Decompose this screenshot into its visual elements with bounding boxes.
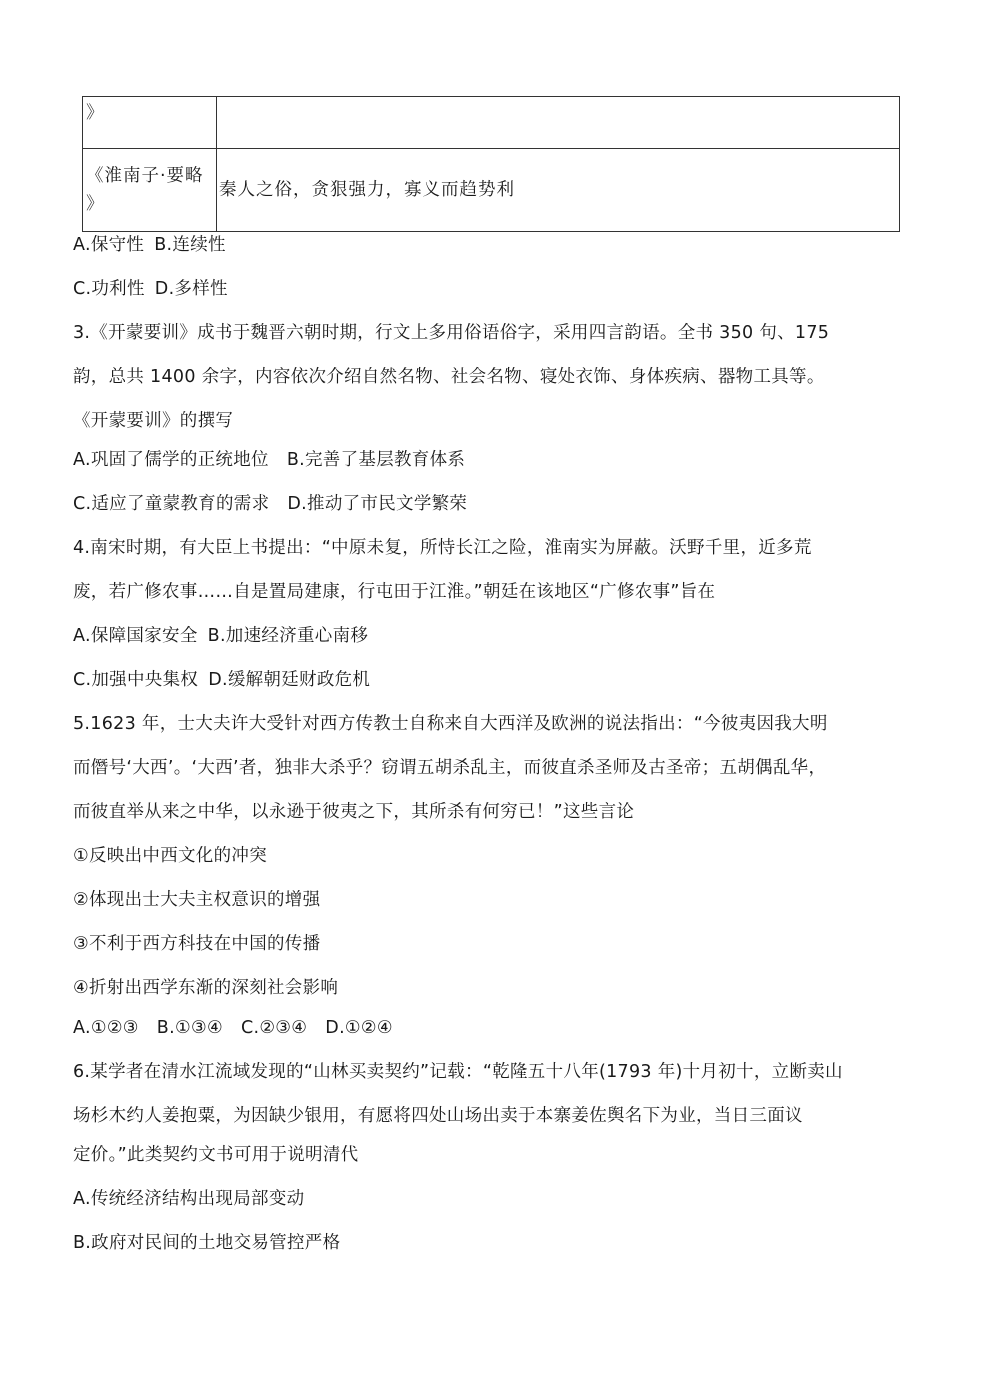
source-table	[82, 96, 900, 232]
q5-statement-2: ②体现出士大夫主权意识的增强	[73, 890, 321, 910]
q3-option-a[interactable]: A.巩固了儒学的正统地位	[73, 450, 269, 470]
q5-option-a[interactable]: A.①②③	[73, 1018, 139, 1038]
q6-stem-line2: 场杉木约人姜抱粟，为因缺少银用，有愿将四处山场出卖于本寨姜佐舆名下为业，当日三面议	[73, 1106, 803, 1126]
q2-option-a[interactable]: A.保守性	[73, 235, 145, 255]
q4-options-ab	[73, 623, 368, 649]
q3-option-d[interactable]: D.推动了市民文学繁荣	[287, 494, 468, 514]
table-cell-quote	[217, 97, 900, 149]
q6-stem-line3: 定价。”此类契约文书可用于说明清代	[73, 1145, 359, 1165]
q2-options-ab	[73, 232, 226, 258]
q4-stem-line2: 废，若广修农事……自是置局建康，行屯田于江淮。”朝廷在该地区“广修农事”旨在	[73, 582, 716, 602]
q4-option-d[interactable]: D.缓解朝廷财政危机	[208, 670, 371, 690]
table-cell-source	[83, 97, 217, 149]
q5-options	[73, 1015, 393, 1041]
q3-stem-line3: 《开蒙要训》的撰写	[73, 411, 234, 431]
q3-stem-line2: 韵，总共 1400 余字，内容依次介绍自然名物、社会名物、寝处衣饰、身体疾病、器物工具等。	[73, 367, 825, 387]
q3-option-b[interactable]: B.完善了基层教育体系	[286, 450, 466, 470]
table-row	[83, 97, 900, 149]
q4-stem-line1: 4.南宋时期，有大臣上书提出：“中原未复，所恃长江之险，淮南实为屏蔽。沃野千里，近多荒	[73, 538, 812, 558]
q2-option-d[interactable]: D.多样性	[154, 279, 228, 299]
q5-statement-1: ①反映出中西文化的冲突	[73, 846, 267, 866]
q5-stem-line3: 而彼直举从来之中华，以永逊于彼夷之下，其所杀有何穷已！”这些言论	[73, 802, 635, 822]
table-row	[83, 149, 900, 232]
q4-options-cd	[73, 667, 370, 693]
table-cell-source	[83, 149, 217, 232]
q3-stem-line1: 3.《开蒙要训》成书于魏晋六朝时期，行文上多用俗语俗字，采用四言韵语。全书 350 句、175	[73, 323, 830, 343]
q6-option-b[interactable]: B.政府对民间的土地交易管控严格	[73, 1233, 341, 1253]
q2-options-cd	[73, 276, 228, 302]
q2-option-b[interactable]: B.连续性	[154, 235, 226, 255]
q3-options-ab	[73, 447, 465, 473]
q4-option-c[interactable]: C.加强中央集权	[73, 670, 199, 690]
source-title: 《淮南子·要略	[86, 166, 204, 186]
q5-statement-3: ③不利于西方科技在中国的传播	[73, 934, 321, 954]
source-title-cont: 》	[86, 194, 105, 214]
q5-option-c[interactable]: C.②③④	[240, 1018, 308, 1038]
source-quote: 秦人之俗，贪狠强力，寡义而趋势利	[219, 180, 515, 200]
q6-stem-line1: 6.某学者在清水江流域发现的“山林买卖契约”记载：“乾隆五十八年(1793 年)十月初十，立断卖山	[73, 1062, 843, 1082]
q5-statement-4: ④折射出西学东渐的深刻社会影响	[73, 978, 339, 998]
q3-options-cd	[73, 491, 467, 517]
q6-option-a[interactable]: A.传统经济结构出现局部变动	[73, 1189, 305, 1209]
q5-option-b[interactable]: B.①③④	[156, 1018, 223, 1038]
q4-option-a[interactable]: A.保障国家安全	[73, 626, 198, 646]
q5-stem-line2: 而僭号‘大西’。‘大西’者，独非大杀乎？窃谓五胡杀乱主，而彼直杀圣师及古圣帝；五胡偶乱华，	[73, 758, 827, 778]
source-title: 》	[86, 102, 105, 123]
q4-option-b[interactable]: B.加速经济重心南移	[207, 626, 369, 646]
table-cell-quote	[217, 149, 900, 232]
q5-option-d[interactable]: D.①②④	[325, 1018, 393, 1038]
q2-option-c[interactable]: C.功利性	[73, 279, 145, 299]
q5-stem-line1: 5.1623 年，士大夫许大受针对西方传教士自称来自大西洋及欧洲的说法指出：“今彼夷因我大明	[73, 714, 828, 734]
q3-option-c[interactable]: C.适应了童蒙教育的需求	[73, 494, 270, 514]
